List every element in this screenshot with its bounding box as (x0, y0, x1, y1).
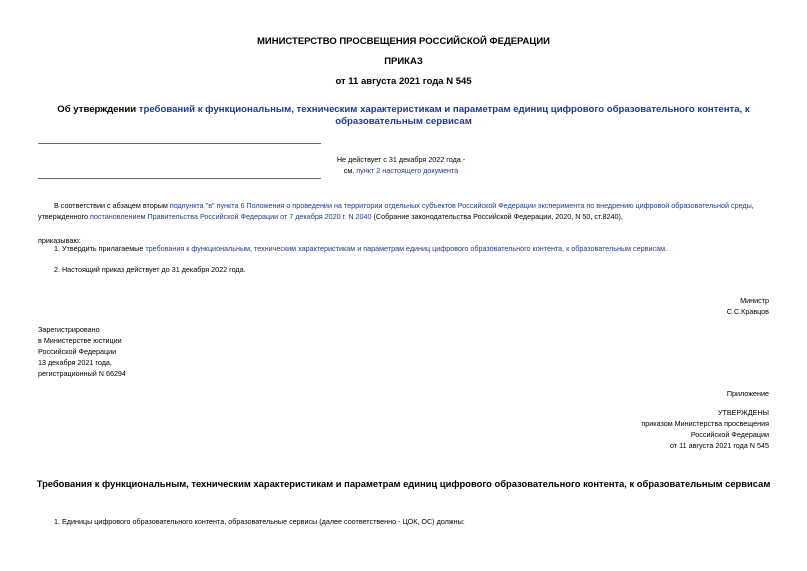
registration-line: 13 декабря 2021 года, (38, 358, 112, 367)
order-word: приказываю: (38, 236, 81, 245)
preamble-text-2: , утвержденного (38, 201, 754, 221)
item-1-suffix: . (665, 244, 668, 253)
title-link[interactable]: требований к функциональным, техническим характеристикам и параметрам единиц цифрового образовательного контента, к образовательным сервисам (138, 104, 750, 127)
document-title (40, 104, 767, 128)
divider-left-bottom (38, 178, 321, 179)
preamble-link-2[interactable]: постановлением Правительства Российской Федерации от 7 декабря 2020 г. N 2040 (90, 212, 372, 221)
approval-block (520, 407, 769, 451)
registration-line: регистрационный N 66294 (38, 369, 126, 378)
requirements-paragraph-1: 1. Единицы цифрового образовательного контента, образовательные сервисы (далее соответственно - ЦОК, ОС) должны: (54, 517, 465, 526)
divider-left-top (38, 143, 321, 144)
status-line: Не действует с 31 декабря 2022 года - (336, 155, 466, 164)
registration-line: Российской Федерации (38, 347, 117, 356)
item-2: 2. Настоящий приказ действует до 31 декабря 2022 года. (54, 265, 246, 274)
registration-line: Зарегистрировано (38, 325, 100, 334)
status-reference (321, 165, 481, 176)
approval-line: приказом Министерства просвещения (641, 419, 769, 428)
status-link[interactable]: пункт 2 настоящего документа (356, 166, 459, 175)
preamble (38, 200, 771, 222)
preamble-link-1[interactable]: подпункта "в" пункта 6 Положения о проведении на территории отдельных субъектов Российской Федерации эксперимента по внедрению цифровой образовательной среды (169, 201, 752, 210)
preamble-text-1: В соответствии с абзацем вторым (54, 201, 170, 210)
registration-block (38, 324, 126, 379)
signature-name: С.С.Кравцов (726, 307, 769, 316)
document-type: ПРИКАЗ (384, 56, 423, 67)
signature-position: Министр (740, 296, 769, 305)
status-see: см. (343, 166, 357, 175)
requirements-heading: Требования к функциональным, техническим характеристикам и параметрам единиц цифрового образовательного контента, к образовательным сервисам (36, 478, 771, 489)
approval-line: от 11 августа 2021 года N 545 (670, 441, 769, 450)
registration-line: в Министерстве юстиции (38, 336, 122, 345)
appendix-label: Приложение (726, 389, 769, 398)
ministry-name: МИНИСТЕРСТВО ПРОСВЕЩЕНИЯ РОССИЙСКОЙ ФЕДЕРАЦИИ (256, 36, 551, 47)
item-1-prefix: 1. Утвердить прилагаемые (54, 244, 146, 253)
document-date-number: от 11 августа 2021 года N 545 (335, 76, 472, 87)
item-1-link[interactable]: требования к функциональным, техническим характеристикам и параметрам единиц цифрового образовательного контента, к образовательным сервисам (145, 244, 666, 253)
title-prefix: Об утверждении (57, 104, 139, 115)
preamble-text-3: (Собрание законодательства Российской Федерации, 2020, N 50, ст.8240), (371, 212, 623, 221)
approval-line: УТВЕРЖДЕНЫ (717, 408, 769, 417)
approval-line: Российской Федерации (690, 430, 769, 439)
item-1 (54, 243, 774, 254)
